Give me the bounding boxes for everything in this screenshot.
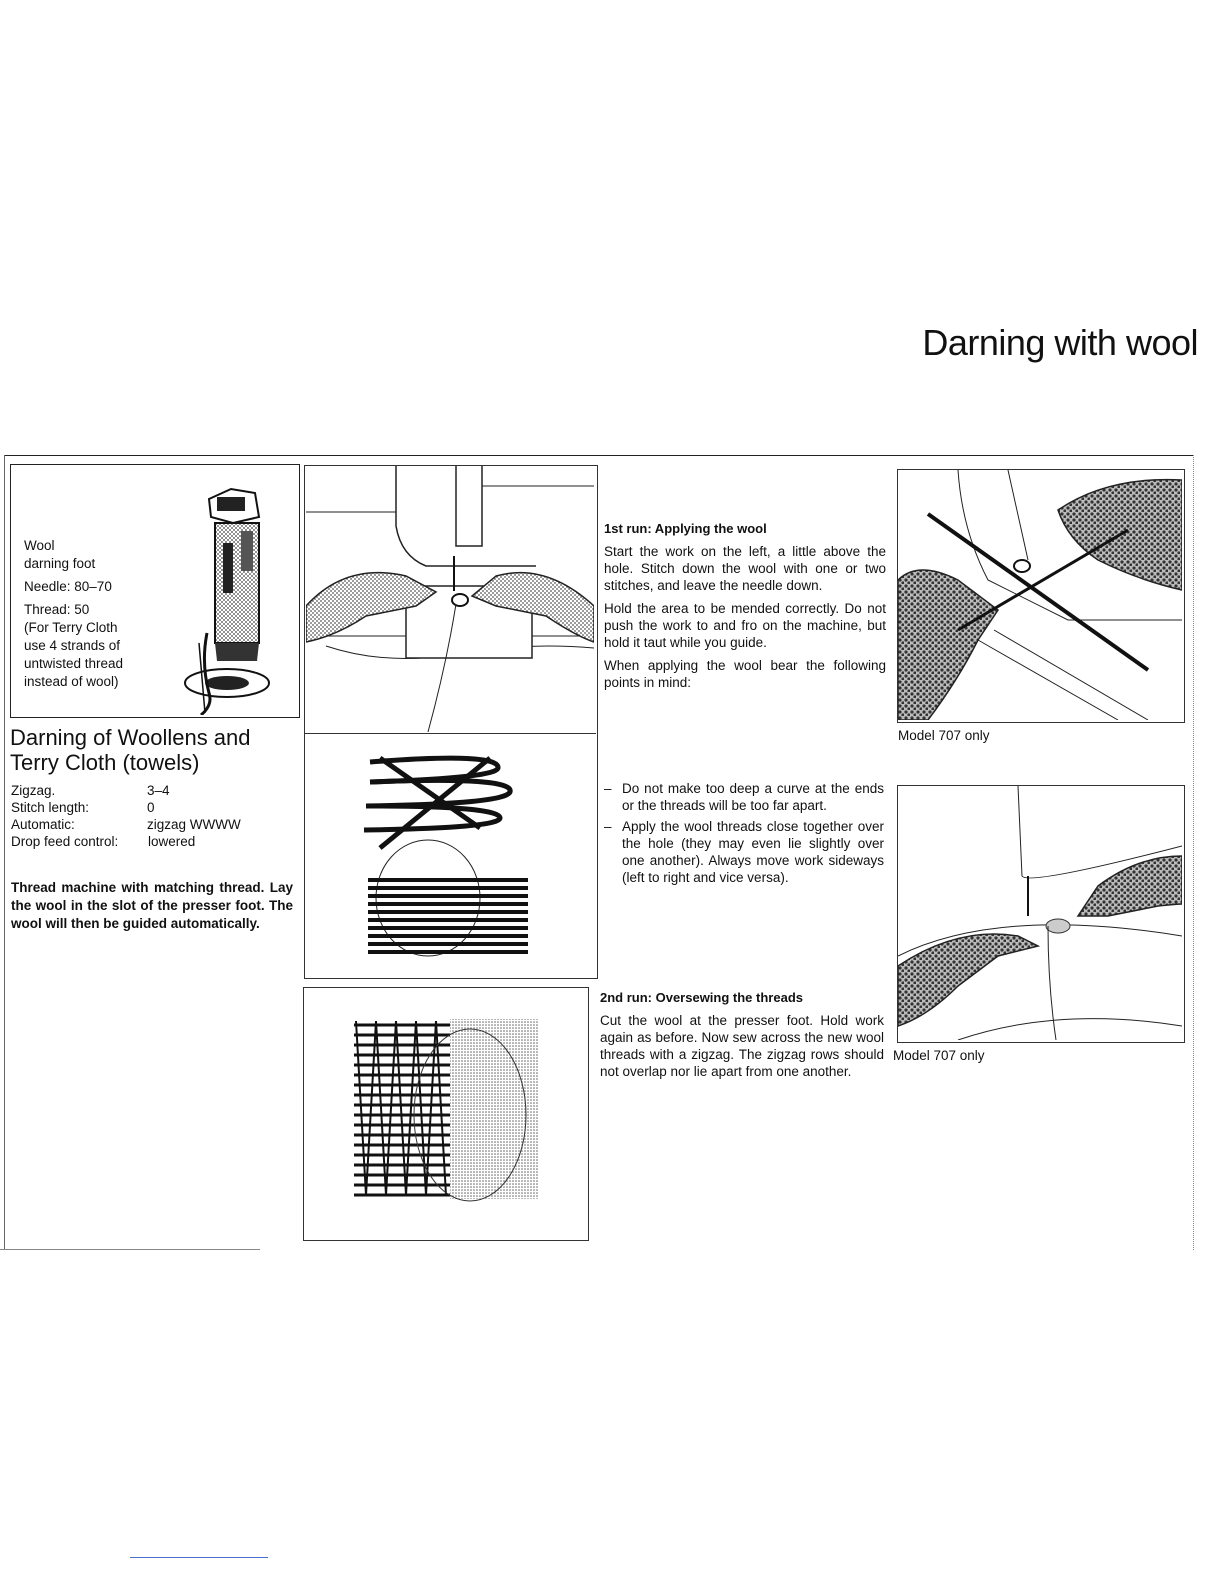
- frame-bottom-rule: [0, 1249, 260, 1250]
- foot-info-box: [10, 464, 300, 718]
- run1-heading: 1st run: Applying the wool: [604, 521, 767, 536]
- wool-threads-diagram: [350, 748, 540, 958]
- foot-line: Wool: [24, 538, 55, 553]
- bullet-text: Do not make too deep a curve at the ends or the threads will be too far apart.: [622, 781, 884, 813]
- foot-line: untwisted thread: [24, 656, 124, 671]
- run2-section: [600, 989, 884, 1086]
- setting-label: Drop feed control:: [11, 834, 119, 849]
- setting-value: 0: [147, 800, 155, 815]
- bullet-text: Apply the wool threads close together over the hole (they may even lie slightly over one another). Always move work sideways (left to right and vice versa).: [622, 819, 884, 885]
- machine-photo-bottom: [898, 786, 1182, 1040]
- hands-on-fabric-illustration: [306, 466, 594, 732]
- run1-bullets: [602, 780, 884, 888]
- bullet-item: [602, 818, 884, 886]
- thread-note: Thread machine with matching thread. Lay the wool in the slot of the presser foot. The wool will then be guided automatically.: [11, 880, 293, 931]
- foot-line: darning foot: [24, 556, 96, 571]
- footer-rule: [130, 1557, 268, 1558]
- setting-value: lowered: [148, 834, 196, 849]
- bottom-photo-caption: Model 707 only: [893, 1048, 985, 1063]
- frame-top-rule: [4, 455, 1194, 456]
- darning-foot-illustration: [171, 483, 291, 715]
- run1-paragraph: When applying the wool bear the following points in mind:: [604, 658, 886, 690]
- setting-label: Automatic:: [11, 817, 75, 832]
- foot-info-text: [24, 537, 174, 691]
- illustration-divider: [304, 733, 596, 734]
- setting-value: 3–4: [147, 783, 170, 798]
- run2-heading: 2nd run: Oversewing the threads: [600, 990, 803, 1005]
- foot-line: Needle: 80–70: [24, 579, 112, 594]
- foot-line: Thread: 50: [24, 602, 90, 617]
- section-heading: [10, 725, 251, 775]
- setting-label: Zigzag.: [11, 783, 56, 798]
- section-heading-line1: Darning of Woollens and: [10, 725, 251, 750]
- run1-paragraph: Start the work on the left, a little above the hole. Stitch down the wool with one or two stitches, and leave the needle down.: [604, 544, 886, 593]
- frame-right-rule: [1193, 455, 1194, 1250]
- bullet-item: [602, 780, 884, 814]
- bullet-dash-icon: –: [604, 781, 612, 796]
- run2-paragraph: Cut the wool at the presser foot. Hold work again as before. Now sew across the new wool threads with a zigzag. The zigzag rows should not overlap nor lie apart from one another.: [600, 1013, 884, 1079]
- frame-left-rule: [4, 455, 5, 1250]
- run1-section: [604, 520, 886, 697]
- oversewn-zigzag-diagram: [350, 1015, 550, 1215]
- top-photo-caption: Model 707 only: [898, 728, 990, 743]
- setting-value: zigzag WWWW: [147, 817, 241, 832]
- foot-line: instead of wool): [24, 674, 119, 689]
- bullet-dash-icon: –: [604, 819, 612, 834]
- machine-photo-top: [898, 470, 1182, 720]
- section-heading-line2: Terry Cloth (towels): [10, 750, 200, 775]
- foot-line: use 4 strands of: [24, 638, 121, 653]
- run1-paragraph: Hold the area to be mended correctly. Do not push the work to and fro on the machine, but hold it taut while you guide.: [604, 601, 886, 650]
- page-title: Darning with wool: [922, 322, 1198, 363]
- setting-label: Stitch length:: [11, 800, 90, 815]
- foot-line: (For Terry Cloth: [24, 620, 118, 635]
